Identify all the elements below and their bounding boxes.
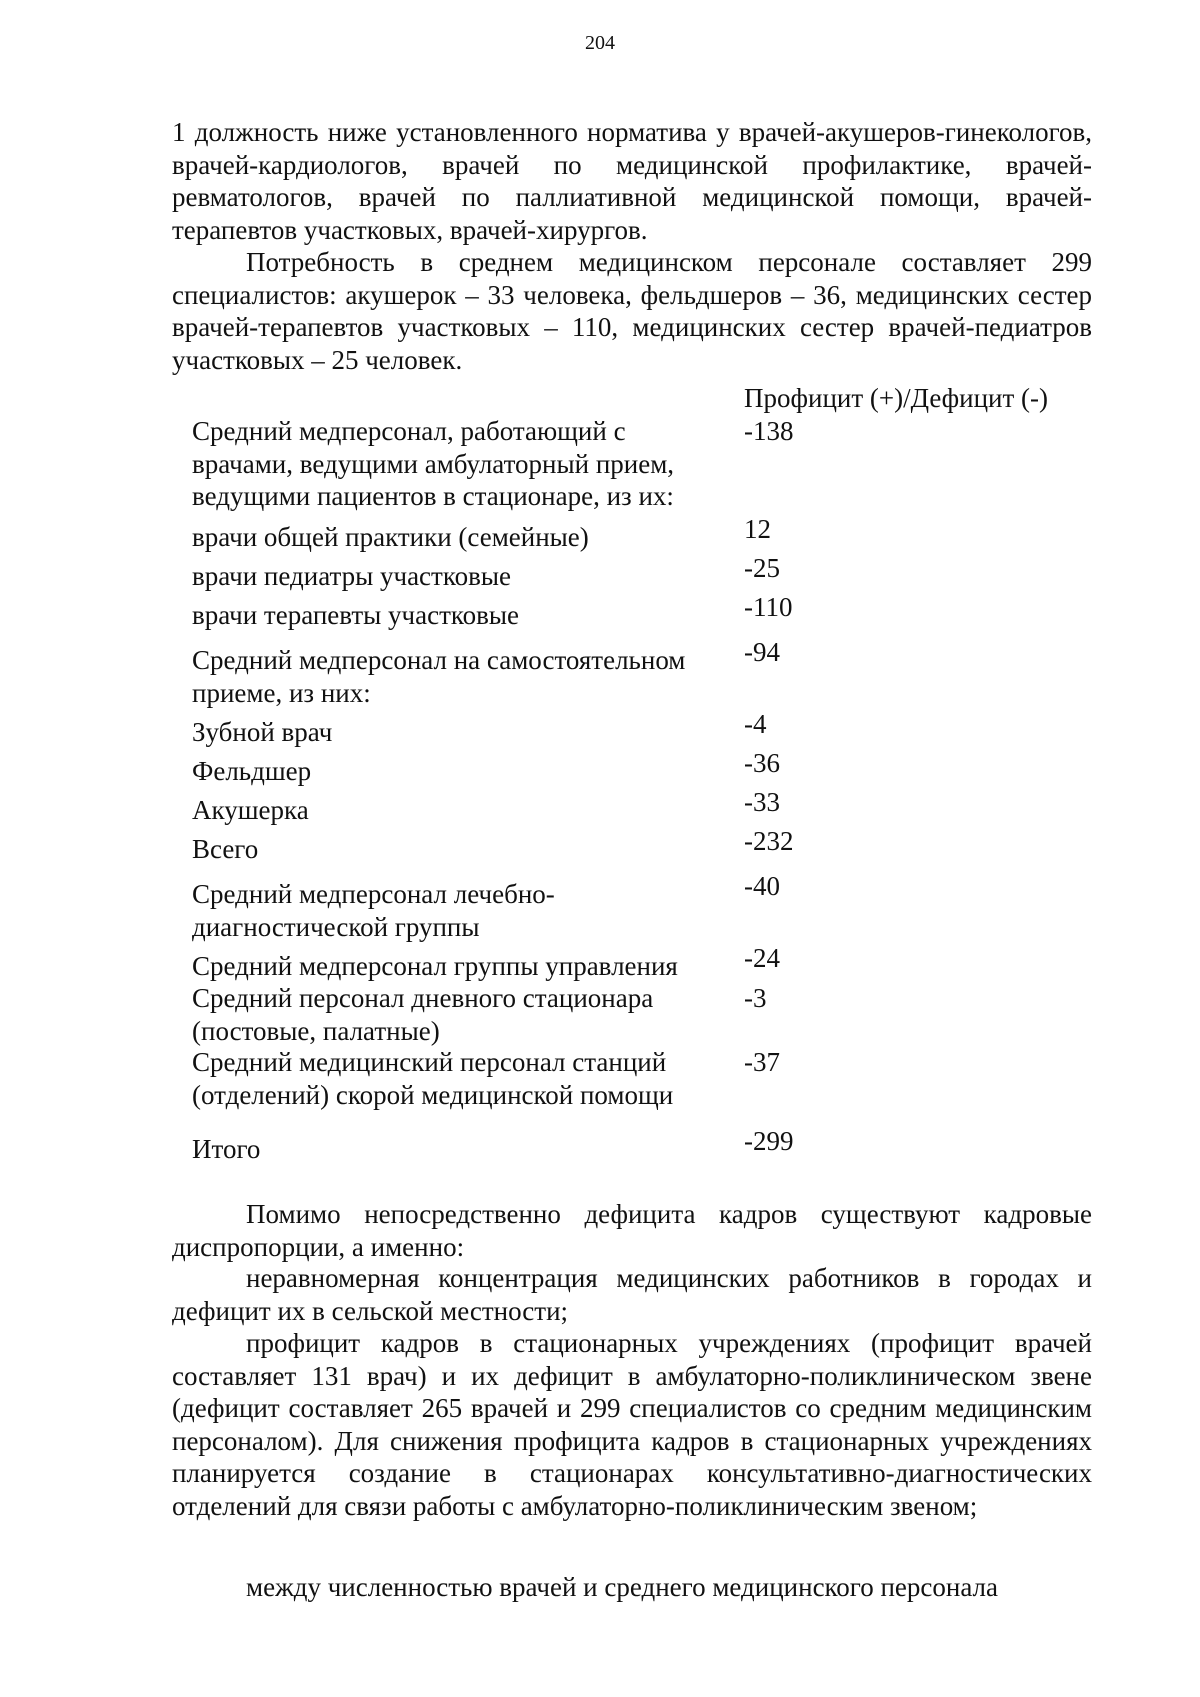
row-value: -299 (744, 1126, 794, 1156)
row-value: -24 (744, 943, 780, 973)
row-value: -138 (744, 416, 794, 446)
row-value: -33 (744, 787, 780, 817)
list-item: неравномерная концентрация медицинских работников в городах и дефицит их в сельской местности; (172, 1263, 1092, 1326)
row-label: Акушерка (192, 795, 309, 825)
list-item: профицит кадров в стационарных учреждениях (профицит врачей составляет 131 врач) и их дефицит в амбулаторно-поликлиническом звене (дефицит составляет 265 врачей и 299 специалистов со средним медицинским персоналом). Для снижения профицита кадров в стационарных учреждениях планируется создание в стационарах консультативно-диагностических отделений для связи работы с амбулаторно-поликлиническим звеном; (172, 1328, 1092, 1521)
row-value: -25 (744, 553, 780, 583)
row-label: Итого (192, 1134, 261, 1164)
row-label: Средний медперсонал лечебно-диагностической группы (192, 879, 555, 942)
paragraph-doctor-shortage: 1 должность ниже установленного норматива у врачей-акушеров-гинекологов, врачей-кардиологов, врачей по медицинской профилактике, врачей-ревматологов, врачей по паллиативной медицинской помощи, врачей-терапевтов участковых, врачей-хирургов. (172, 117, 1092, 245)
row-value: -36 (744, 748, 780, 778)
row-value: -232 (744, 826, 794, 856)
row-label: Фельдшер (192, 756, 312, 786)
row-value: -37 (744, 1047, 780, 1077)
paragraph-nurse-demand: Потребность в среднем медицинском персонале составляет 299 специалистов: акушерок – 33 человека, фельдшеров – 36, медицинских сестер врачей-терапевтов участковых – 110, медицинских сестер врачей-педиатров участковых – 25 человек. (172, 247, 1092, 375)
page-number: 204 (585, 32, 615, 54)
row-label: Средний медперсонал, работающий с врачами, ведущими амбулаторный прием, ведущими пациентов в стационаре, из их: (192, 416, 675, 511)
row-value: -3 (744, 983, 767, 1013)
row-label: Средний медперсонал группы управления (192, 951, 678, 981)
row-value: -110 (744, 592, 793, 622)
row-label: врачи педиатры участковые (192, 561, 511, 591)
row-label: Средний персонал дневного стационара (постовые, палатные) (192, 983, 654, 1046)
row-label: врачи общей практики (семейные) (192, 522, 589, 552)
row-label: Зубной врач (192, 717, 333, 747)
list-item: между численностью врачей и среднего медицинского персонала (246, 1572, 998, 1602)
row-label: врачи терапевты участковые (192, 600, 520, 630)
row-value: -94 (744, 637, 780, 667)
row-value: -40 (744, 871, 780, 901)
row-label: Средний медперсонал на самостоятельном приеме, из них: (192, 645, 686, 708)
row-value: -4 (744, 709, 767, 739)
table-header-surplus-deficit: Профицит (+)/Дефицит (-) (744, 383, 1049, 413)
row-label: Всего (192, 834, 259, 864)
row-label: Средний медицинский персонал станций (отделений) скорой медицинской помощи (192, 1047, 674, 1110)
row-value: 12 (744, 514, 771, 544)
paragraph-disproportions: Помимо непосредственно дефицита кадров существуют кадровые диспропорции, а именно: (172, 1199, 1092, 1262)
